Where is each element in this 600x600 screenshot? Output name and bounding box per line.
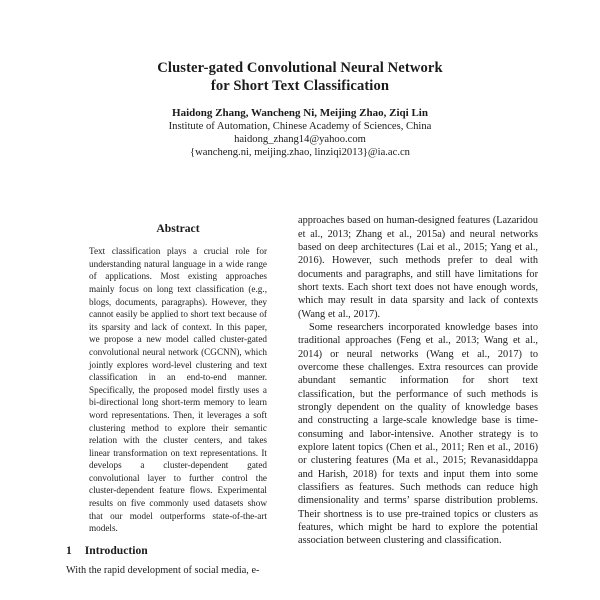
- right-column: [298, 214, 538, 548]
- author-block: [0, 107, 600, 159]
- intro-first-line: With the rapid development of social media, e-: [66, 564, 260, 576]
- section-1-number: 1: [66, 543, 72, 557]
- section-1-title: Introduction: [84, 543, 148, 557]
- section-1-heading: [66, 544, 290, 558]
- affiliation: Institute of Automation, Chinese Academy of Sciences, China: [168, 121, 432, 133]
- abstract-heading: Abstract: [156, 222, 200, 236]
- email-group: {wancheng.ni, meijing.zhao, linziqi2013}@ia.ac.cn: [190, 147, 410, 159]
- right-column-paragraph-1: approaches based on human-designed features (Lazaridou et al., 2013; Zhang et al., 2015a) and neural networks based on deep architectures (Lai et al., 2015; Yang et al., 2016). However, such methods prefer to deal with documents and paragraphs, and still have limitations for short texts. Each short text does not have enough words, which may result in data sparsity and lack of contexts (Wang et al., 2017).: [298, 215, 538, 320]
- paper-title-line-1: Cluster-gated Convolutional Neural Network: [157, 60, 443, 76]
- left-column: [66, 214, 290, 577]
- authors: Haidong Zhang, Wancheng Ni, Meijing Zhao, Ziqi Lin: [172, 107, 428, 120]
- two-column-body: [66, 214, 600, 577]
- paper-title-line-2: for Short Text Classification: [210, 77, 390, 94]
- abstract-body: Text classification plays a crucial role for understanding natural language in a wide range of applications. Most existing approaches mainly focus on long text classification (e.g., blogs, documents, paragraphs). However, they cannot easily be applied to short text because of its sparsity and lack of context. In this paper, we propose a new model called cluster-gated convolutional neural network (CGCNN), which jointly explores word-level clustering and text classification in an end-to-end manner. Specifically, the proposed model firstly uses a bi-directional long short-term memory to learn word representations. Then, it leverages a soft clustering method to explore their semantic relation with the cluster centers, and takes linear transformation on text representations. It develops a cluster-dependent gated convolutional layer to further control the cluster-dependent feature flows. Experimental results on five commonly used datasets show that our model outperforms state-of-the-art models.: [89, 246, 267, 534]
- email-primary: haidong_zhang14@yahoo.com: [234, 134, 366, 146]
- paper-title: [0, 0, 600, 95]
- right-column-paragraph-2: Some researchers incorporated knowledge bases into traditional approaches (Feng et al., 2013; Wang et al., 2014) or neural networks (Wang et al., 2017) to overcome these challenges. Extra resources can provide abundant semantic information for short text classification, but the performance of such methods is strongly dependent on the quality of knowledge bases and constructing a large-scale knowledge base is time-consuming and labor-intensive. Another strategy is to explore latent topics (Chen et al., 2011; Ren et al., 2016) or clustering features (Ma et al., 2015; Revanasiddappa and Harish, 2018) for texts and input them into some classifiers as features. Such methods can reduce high dimensionality and terms’ sparse distribution problems. Their shortness is to use pre-trained topics or clusters as features, which might be hard to explore the potential association between clustering and classification.: [298, 321, 538, 547]
